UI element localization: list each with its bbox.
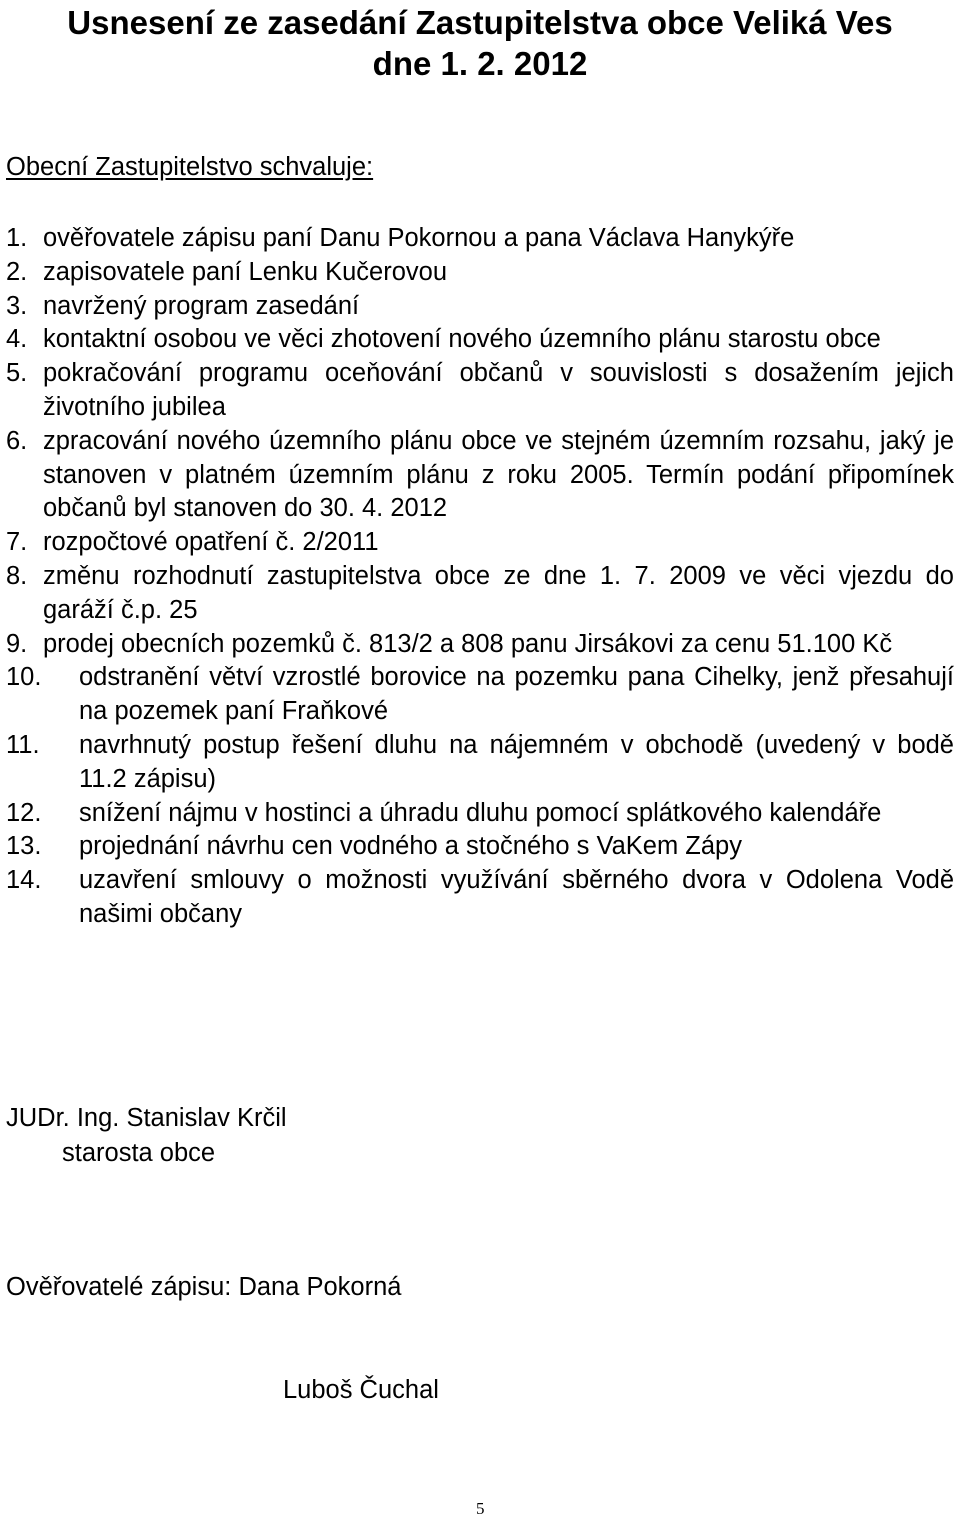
item-text: pokračování programu oceňování občanů v souvislosti s dosažením jejich životního jubilea xyxy=(43,359,954,421)
list-item xyxy=(6,256,954,290)
item-number: 7. xyxy=(6,528,28,557)
title-line-1: Usnesení ze zasedání Zastupitelstva obce Veliká Ves xyxy=(67,4,893,41)
page-number: 5 xyxy=(476,1499,485,1518)
item-text: zpracování nového územního plánu obce ve stejném územním rozsahu, jaký je stanoven v platném územním plánu z roku 2005. Termín podání připomínek občanů byl stanoven do 30. 4. 2012 xyxy=(43,426,954,523)
item-text: kontaktní osobou ve věci zhotovení nového územního plánu starostu obce xyxy=(43,325,881,354)
list-item xyxy=(6,797,954,831)
item-number: 2. xyxy=(6,257,28,286)
item-number: 13. xyxy=(6,832,42,861)
item-number: 11. xyxy=(6,730,40,759)
item-text: rozpočtové opatření č. 2/2011 xyxy=(43,528,379,557)
list-item xyxy=(6,425,954,526)
item-number: 8. xyxy=(6,561,28,590)
second-verifier: Luboš Čuchal xyxy=(283,1376,439,1404)
signatory-role: starosta obce xyxy=(62,1139,216,1167)
list-item xyxy=(6,661,954,729)
list-item xyxy=(6,864,954,932)
item-text: změnu rozhodnutí zastupitelstva obce ze dne 1. 7. 2009 ve věci vjezdu do garáží č.p. 25 xyxy=(43,561,954,624)
list-item xyxy=(6,560,954,628)
title-line-2: dne 1. 2. 2012 xyxy=(372,45,588,82)
item-number: 5. xyxy=(6,359,28,388)
item-text: projednání návrhu cen vodného a stočného s VaKem Zápy xyxy=(79,832,742,861)
list-item xyxy=(6,357,954,425)
list-item xyxy=(6,526,954,560)
document-title xyxy=(6,2,954,84)
list-item xyxy=(6,323,954,357)
list-item xyxy=(6,729,954,797)
signatory-name: JUDr. Ing. Stanislav Krčil xyxy=(6,1104,287,1132)
list-item xyxy=(6,222,954,256)
item-number: 10. xyxy=(6,663,42,692)
list-item xyxy=(6,830,954,864)
item-text: navrhnutý postup řešení dluhu na nájemném v obchodě (uvedený v bodě 11.2 zápisu) xyxy=(79,730,954,793)
item-text: ověřovatele zápisu paní Danu Pokornou a pana Václava Hanykýře xyxy=(43,224,795,252)
item-number: 14. xyxy=(6,866,42,895)
item-number: 6. xyxy=(6,426,28,455)
verifiers-line: Ověřovatelé zápisu: Dana Pokorná xyxy=(6,1273,402,1301)
resolution-list xyxy=(6,222,954,932)
item-text: uzavření smlouvy o možnosti využívání sběrného dvora v Odolena Vodě našimi občany xyxy=(79,866,954,928)
item-number: 1. xyxy=(6,224,28,252)
item-text: prodej obecních pozemků č. 813/2 a 808 panu Jirsákovi za cenu 51.100 Kč xyxy=(43,629,893,658)
item-text: odstranění větví vzrostlé borovice na pozemku pana Cihelky, jenž přesahují na pozemek paní Fraňkové xyxy=(79,663,954,726)
item-text: snížení nájmu v hostinci a úhradu dluhu pomocí splátkového kalendáře xyxy=(79,798,882,827)
item-number: 4. xyxy=(6,325,28,354)
item-number: 9. xyxy=(6,629,28,658)
item-number: 12. xyxy=(6,798,42,827)
item-number: 3. xyxy=(6,291,28,320)
list-item xyxy=(6,290,954,324)
item-text: navržený program zasedání xyxy=(43,291,360,320)
list-item xyxy=(6,628,954,662)
section-heading: Obecní Zastupitelstvo schvaluje: xyxy=(6,153,374,181)
item-text: zapisovatele paní Lenku Kučerovou xyxy=(43,257,448,286)
